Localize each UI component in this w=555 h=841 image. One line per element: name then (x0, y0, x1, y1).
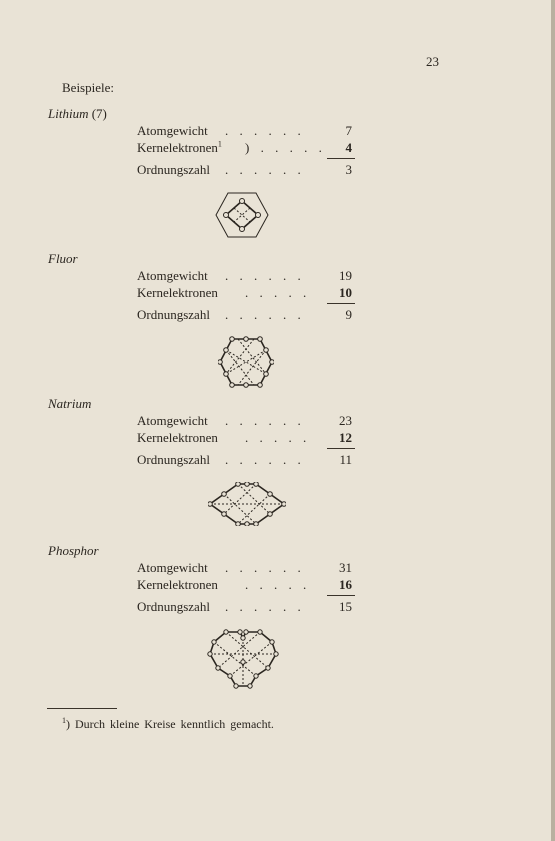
electron-circle (244, 337, 249, 342)
lithium-diagram (214, 190, 270, 240)
row-value: 7 (345, 123, 352, 138)
electron-circle (254, 674, 258, 678)
leader-dots: . . . . . (245, 577, 311, 592)
row-ordnungszahl (137, 598, 352, 615)
electron-circle (258, 630, 262, 634)
hexagon-outline (220, 339, 272, 385)
row-value: 3 (345, 162, 352, 177)
electron-circle (268, 492, 273, 497)
row-label: Ordnungszahl (137, 162, 210, 177)
natrium-diagram (208, 482, 286, 526)
row-value: 12 (339, 430, 352, 445)
element-name-lithium (48, 106, 107, 122)
electron-circle (241, 636, 245, 640)
electron-circle (224, 213, 229, 218)
row-label: Atomgewicht (137, 268, 208, 283)
leader-dots: . . . . . (245, 430, 311, 445)
row-label: Ordnungszahl (137, 599, 210, 614)
row-kernelektronen (137, 139, 352, 156)
leader-dots: . . . . . . (225, 123, 305, 138)
calculation-lithium (137, 122, 352, 178)
row-atomgewicht (137, 267, 352, 284)
row-ordnungszahl (137, 161, 352, 178)
electron-circle (240, 227, 245, 232)
electron-circle (212, 640, 216, 644)
electron-circle (224, 348, 229, 353)
calculation-natrium (137, 412, 352, 468)
row-kernelektronen (137, 284, 352, 301)
electron-circle (258, 337, 263, 342)
row-ordnungszahl (137, 306, 352, 323)
electron-circle (244, 383, 249, 388)
electron-circle (254, 482, 259, 486)
electron-circle (258, 383, 263, 388)
row-value: 31 (339, 560, 352, 575)
row-value: 16 (339, 577, 352, 592)
leader-dots: . . . . . . (225, 268, 305, 283)
electron-circle (244, 630, 248, 634)
electron-circle (256, 213, 261, 218)
electron-circle (254, 522, 259, 526)
electron-circle (224, 372, 229, 377)
electron-circle (264, 348, 269, 353)
row-value: 10 (339, 285, 352, 300)
leader-dots: . . . . . . (225, 560, 305, 575)
element-title: Fluor (48, 251, 78, 266)
sum-rule (327, 595, 355, 596)
row-atomgewicht (137, 412, 352, 429)
grid-lines (210, 484, 284, 524)
leader-dots: . . . . . (245, 285, 311, 300)
row-label: Kernelektronen (137, 430, 218, 445)
footnote (62, 717, 274, 732)
electron-circle (218, 360, 222, 365)
calculation-phosphor (137, 559, 352, 615)
leader-dots: . . . . . . (225, 162, 305, 177)
row-value: 23 (339, 413, 352, 428)
row-value: 11 (339, 452, 352, 467)
electron-circle (208, 652, 212, 656)
element-title: Natrium (48, 396, 92, 411)
grid-line (234, 208, 250, 222)
grid-lines (226, 339, 266, 385)
electron-circle (216, 666, 220, 670)
electron-circle (230, 383, 235, 388)
electron-circle (270, 640, 274, 644)
electron-circle (264, 372, 269, 377)
row-label: Ordnungszahl (137, 307, 210, 322)
footnote-text: ) Durch kleine Kreise kenntlich gemacht. (66, 717, 274, 731)
leader-dots: . . . . . . (225, 413, 305, 428)
leader-dots: . . . . . . (225, 307, 305, 322)
row-value: 19 (339, 268, 352, 283)
row-value: 9 (345, 307, 352, 322)
electron-circle (241, 660, 245, 664)
electron-circle (266, 666, 270, 670)
electron-circle (228, 674, 232, 678)
row-label: Ordnungszahl (137, 452, 210, 467)
electron-circle (236, 522, 241, 526)
row-ordnungszahl (137, 451, 352, 468)
row-label: Atomgewicht (137, 413, 208, 428)
element-name-natrium (48, 396, 91, 412)
electron-circle (245, 482, 250, 486)
electron-circle (230, 337, 235, 342)
element-title: Lithium (48, 106, 89, 121)
row-kernelektronen (137, 429, 352, 446)
electron-circle (240, 199, 245, 204)
row-label: Kernelektronen (137, 577, 218, 592)
electron-circle (224, 630, 228, 634)
electron-circle (274, 652, 278, 656)
sum-rule (327, 303, 355, 304)
sum-rule (327, 448, 355, 449)
row-label: Kernelektronen$^1$ (137, 139, 222, 155)
footnote-marker: 1 (217, 139, 222, 149)
leader-dots: . . . . . . (225, 599, 305, 614)
grid-line (234, 208, 250, 222)
electron-circle (208, 502, 212, 507)
rhombus (226, 201, 258, 229)
element-mass-note: (7) (91, 106, 107, 121)
footnote-marker: 1 (62, 716, 66, 725)
element-name-fluor (48, 251, 78, 267)
calculation-fluor (137, 267, 352, 323)
element-title: Phosphor (48, 543, 99, 558)
row-value: 4 (345, 140, 352, 155)
footnote-rule (47, 708, 117, 709)
row-atomgewicht (137, 559, 352, 576)
electron-circle (245, 522, 250, 526)
row-label: Kernelektronen (137, 285, 218, 300)
sum-rule (327, 158, 355, 159)
row-label: Atomgewicht (137, 123, 208, 138)
fluor-diagram (218, 336, 274, 388)
leader-dots: ) . . . . . (245, 140, 326, 155)
page-number: 23 (426, 54, 439, 69)
row-label: Atomgewicht (137, 560, 208, 575)
row-atomgewicht (137, 122, 352, 139)
row-value: 15 (339, 599, 352, 614)
electron-circle (270, 360, 274, 365)
row-kernelektronen (137, 576, 352, 593)
leader-dots: . . . . . . (225, 452, 305, 467)
electron-circle (282, 502, 286, 507)
element-name-phosphor (48, 543, 99, 559)
electron-circle (222, 492, 227, 497)
phosphor-diagram (206, 628, 280, 690)
electron-circle (238, 630, 242, 634)
electron-circle (236, 482, 241, 486)
electron-circle (248, 684, 252, 688)
electron-circle (222, 512, 227, 517)
examples-heading: Beispiele: (62, 80, 114, 95)
electron-circle (268, 512, 273, 517)
electron-circle (234, 684, 238, 688)
page-edge (551, 0, 555, 841)
